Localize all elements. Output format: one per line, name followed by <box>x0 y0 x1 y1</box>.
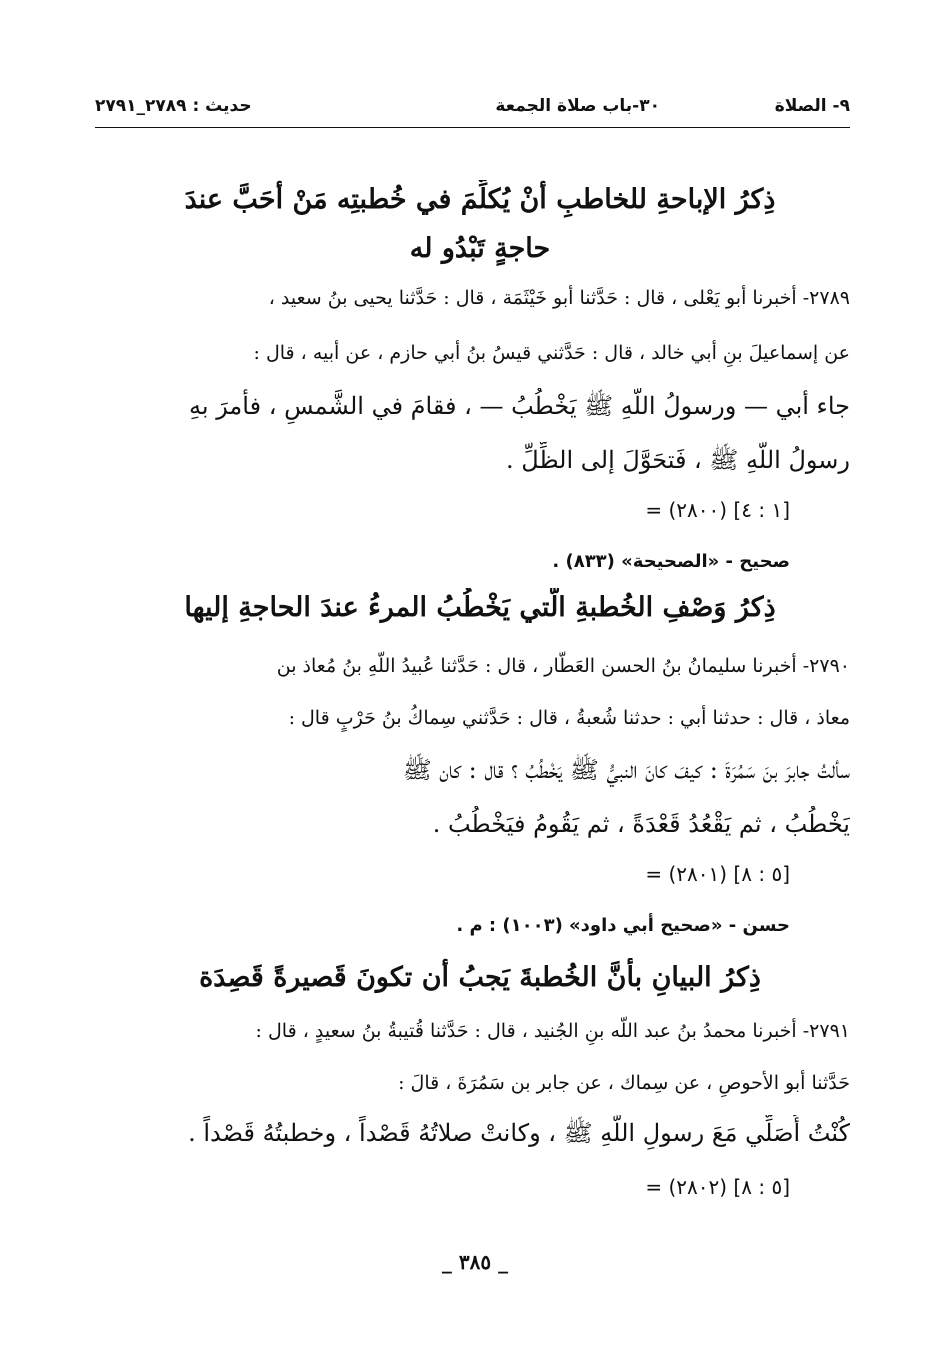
isnad-line: حَدَّثنا أبو الأحوصِ ، عن سِماك ، عن جابر بن سَمُرَةَ ، قالَ : <box>398 1072 850 1094</box>
page-number: _ ٣٨٥ _ <box>441 1250 509 1274</box>
hadith-grade: حسن - «صحيح أبي داود» (١٠٠٣) : م . <box>456 915 790 936</box>
hadith-grade: صحيح - «الصحيحة» (٨٣٣) . <box>552 551 790 572</box>
matn-line: كُنْتُ أُصَلِّي مَعَ رسولِ اللّهِ ﷺ ، وكانتْ صلاتُهُ قَصْداً ، وخطبتُهُ قَصْداً . <box>188 1119 850 1147</box>
section-title: ٣٠-باب صلاة الجمعة <box>495 96 660 116</box>
matn-line: سألتُ جابرَ بنَ سَمُرَةَ : كيفَ كانَ النبيُّ ﷺ يَخْطُبُ ؟ قال : كان ﷺ <box>402 756 850 784</box>
running-header <box>95 92 850 126</box>
chapter-heading: ذِكرُ الإباحةِ للخاطبِ أنْ يُكلِّمَ في خُطبتِه مَنْ أحَبَّ عندَ <box>184 184 776 215</box>
isnad-line: ٢٧٩٠- أخبرنا سليمانُ بنُ الحسن العَطَّار ، قال : حَدَّثنا عُبيدُ اللّهِ بنُ مُعاذ بن <box>276 655 850 677</box>
matn-line: جاء أبي — ورسولُ اللّهِ ﷺ يَخْطُبُ — ، فقامَ في الشَّمسِ ، فأمرَ بهِ <box>189 392 850 420</box>
isnad-line: معاذ ، قال : حدثنا أبي : حدثنا شُعبةُ ، قال : حَدَّثني سِماكُ بنُ حَرْبٍ قال : <box>288 707 850 729</box>
cross-reference: = (٢٨٠٢) [٥ : ٨] <box>645 1175 790 1199</box>
chapter-heading: ذِكرُ البيانِ بأنَّ الخُطبةَ يَجبُ أن تكونَ قَصيرةً قَصِدَة <box>199 962 761 993</box>
isnad-line: ٢٧٨٩- أخبرنا أبو يَعْلى ، قال : حَدَّثنا أبو خَيْثَمَة ، قال : حَدَّثنا يحيى بنُ سعيد ، <box>268 287 850 309</box>
isnad-line: عن إسماعيلَ بنِ أبي خالد ، قال : حَدَّثني قيسُ بنُ أبي حازم ، عن أبيه ، قال : <box>253 342 850 364</box>
matn-line: رسولُ اللّهِ ﷺ ، فَتحَوَّلَ إلى الظِّلِّ . <box>506 446 850 474</box>
chapter-heading: ذِكرُ وَصْفِ الخُطبةِ الَّتي يَخْطُبُ المرءُ عندَ الحاجةِ إليها <box>184 592 776 623</box>
header-rule <box>95 127 850 128</box>
chapter-heading: حاجةٍ تَبْدُو له <box>409 233 551 264</box>
cross-reference: = (٢٨٠٠) [١ : ٤] <box>645 498 790 522</box>
isnad-line: ٢٧٩١- أخبرنا محمدُ بنُ عبد اللّه بنِ الجُنيد ، قال : حَدَّثنا قُتيبةُ بنُ سعيدٍ ، قال : <box>255 1020 850 1042</box>
cross-reference: = (٢٨٠١) [٥ : ٨] <box>645 862 790 886</box>
chapter-title: ٩- الصلاة <box>774 96 850 116</box>
hadith-range: حديث : ٢٧٨٩_٢٧٩١ <box>95 96 252 116</box>
matn-line: يَخْطُبُ ، ثم يَقْعُدُ قَعْدَةً ، ثم يَقُومُ فيَخْطُبُ . <box>432 810 850 838</box>
